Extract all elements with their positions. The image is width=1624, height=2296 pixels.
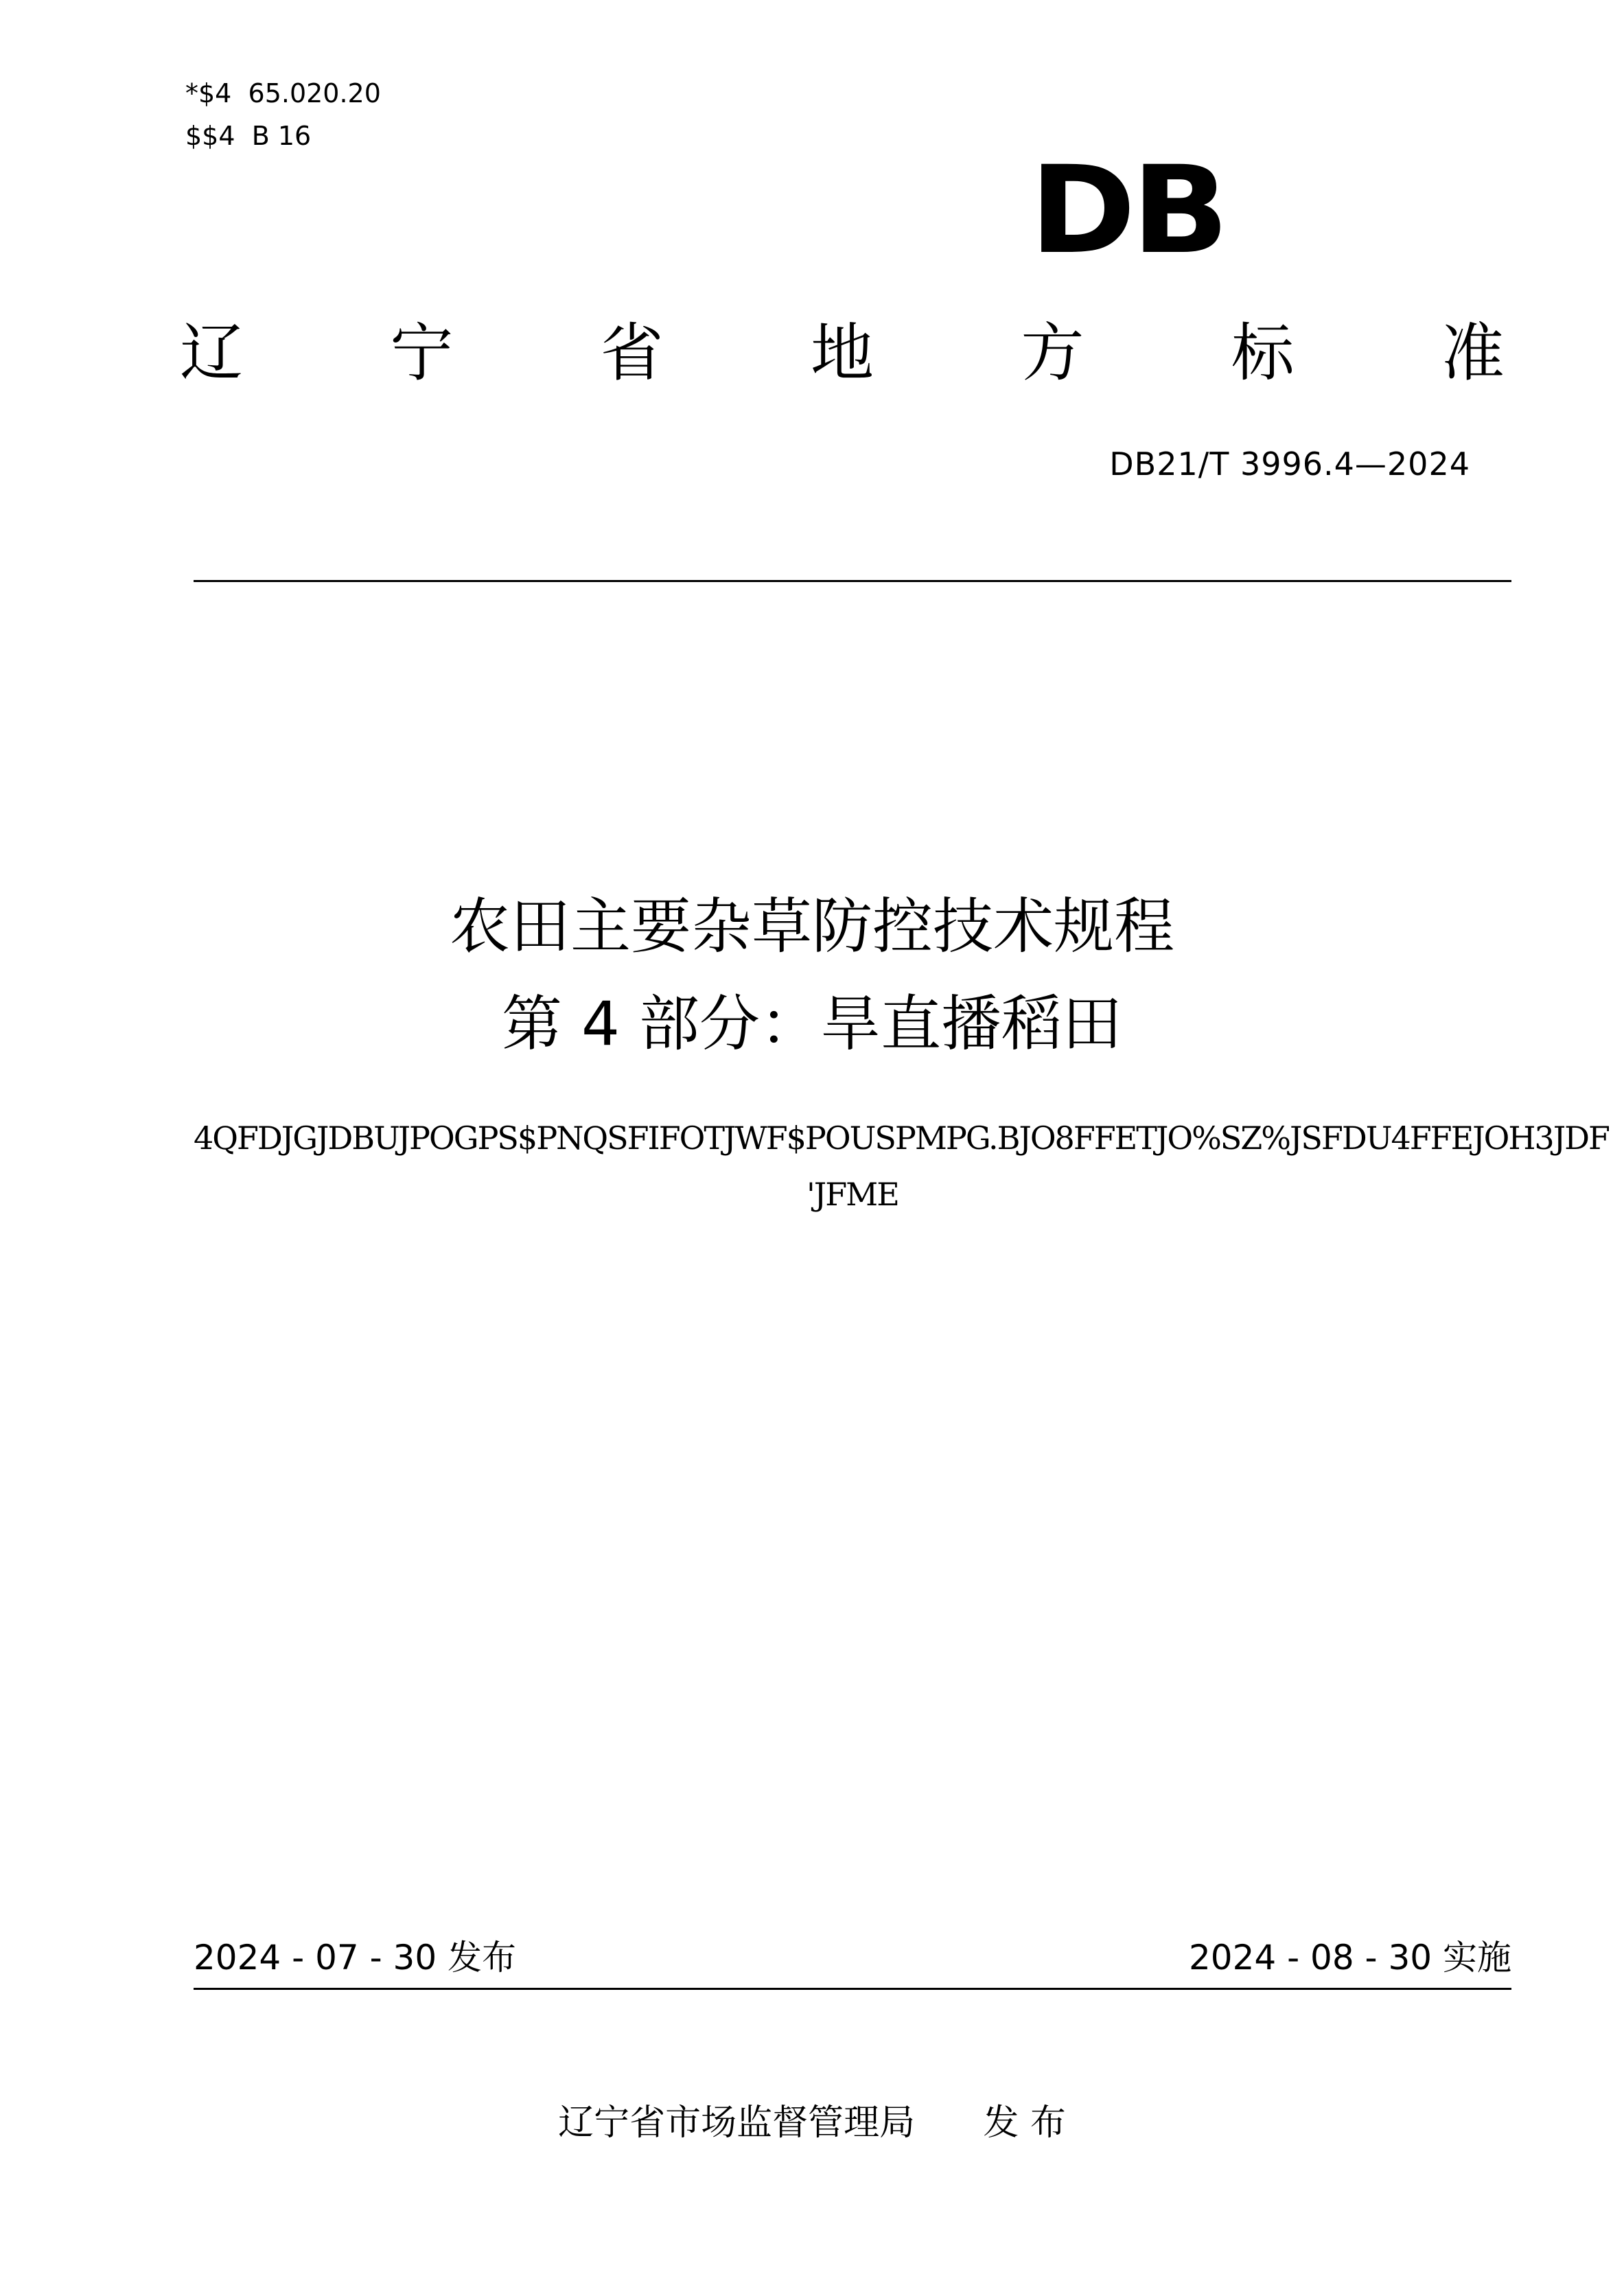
- standard-type-heading: [180, 316, 1505, 391]
- heading-char: 辽: [180, 316, 244, 390]
- bottom-divider: [194, 1988, 1511, 1990]
- top-divider: [194, 580, 1511, 582]
- heading-char: 准: [1441, 316, 1505, 390]
- ics-code: *$4 65.020.20: [185, 78, 381, 108]
- english-title-line2: 'JFME: [807, 1176, 898, 1213]
- heading-char: 方: [1021, 316, 1084, 390]
- document-title-line2: 第 4 部分：旱直播稻田: [502, 988, 1122, 1059]
- heading-char: 省: [600, 316, 664, 390]
- document-title-line1: 农田主要杂草防控技术规程: [449, 891, 1174, 962]
- issuing-authority: 辽宁省市场监督管理局 发 布: [558, 2102, 1066, 2144]
- english-title-line1: 4QFDJGJDBUJPOGPS$PNQSFIFOTJWF$POUSPMPG.BJO8FFETJO%SZ%JSFDU4FFEJOH3JDF: [194, 1120, 1609, 1157]
- standard-number: DB21/T 3996.4—2024: [1109, 445, 1470, 483]
- db-logo: DB: [1030, 140, 1225, 281]
- heading-char: 宁: [390, 316, 454, 390]
- heading-char: 地: [810, 316, 874, 390]
- publish-date: 2024 - 07 - 30 发布: [194, 1938, 517, 1978]
- ccs-code: $$4 B 16: [185, 121, 312, 151]
- heading-char: 标: [1231, 316, 1295, 390]
- implement-date: 2024 - 08 - 30 实施: [1188, 1938, 1511, 1978]
